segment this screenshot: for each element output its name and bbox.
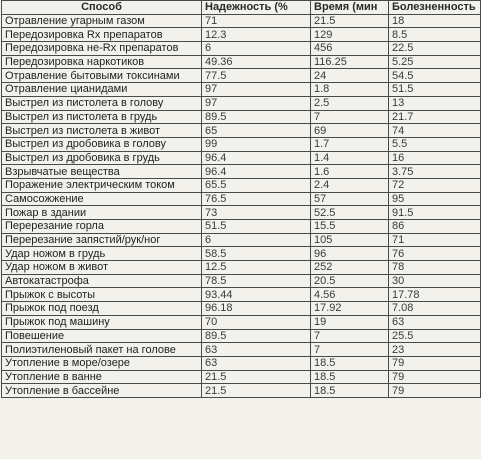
cell-time: 15.5 [311, 220, 389, 234]
cell-pain: 51.5 [389, 83, 481, 97]
suicide-methods-table [1, 0, 481, 398]
cell-pain: 8.5 [389, 28, 481, 42]
cell-reliability: 63 [202, 356, 311, 370]
cell-pain: 86 [389, 220, 481, 234]
cell-reliability: 21.5 [202, 384, 311, 398]
cell-method: Самосожжение [2, 192, 202, 206]
cell-time: 129 [311, 28, 389, 42]
cell-time: 116.25 [311, 55, 389, 69]
cell-time: 18.5 [311, 370, 389, 384]
cell-reliability: 89.5 [202, 110, 311, 124]
cell-reliability: 71 [202, 14, 311, 28]
cell-method: Утопление в море/озере [2, 356, 202, 370]
cell-pain: 3.75 [389, 165, 481, 179]
cell-time: 7 [311, 329, 389, 343]
table-row [2, 302, 481, 316]
cell-method: Передозировка наркотиков [2, 55, 202, 69]
cell-method: Пожар в здании [2, 206, 202, 220]
cell-reliability: 63 [202, 343, 311, 357]
table-row [2, 137, 481, 151]
cell-pain: 13 [389, 96, 481, 110]
cell-method: Отравление цианидами [2, 83, 202, 97]
cell-method: Отравление угарным газом [2, 14, 202, 28]
table-row [2, 192, 481, 206]
table-row [2, 206, 481, 220]
table-row [2, 55, 481, 69]
table-row [2, 261, 481, 275]
cell-reliability: 93.44 [202, 288, 311, 302]
cell-reliability: 97 [202, 83, 311, 97]
cell-time: 20.5 [311, 274, 389, 288]
cell-reliability: 96.4 [202, 165, 311, 179]
cell-reliability: 58.5 [202, 247, 311, 261]
cell-time: 17.92 [311, 302, 389, 316]
cell-reliability: 77.5 [202, 69, 311, 83]
cell-method: Прыжок под машину [2, 315, 202, 329]
table-row [2, 233, 481, 247]
cell-method: Полиэтиленовый пакет на голове [2, 343, 202, 357]
table-row [2, 28, 481, 42]
table-row [2, 42, 481, 56]
cell-method: Утопление в ванне [2, 370, 202, 384]
cell-time: 18.5 [311, 384, 389, 398]
table-row [2, 329, 481, 343]
cell-time: 57 [311, 192, 389, 206]
cell-reliability: 70 [202, 315, 311, 329]
table-row [2, 124, 481, 138]
cell-time: 252 [311, 261, 389, 275]
cell-method: Удар ножом в грудь [2, 247, 202, 261]
cell-reliability: 6 [202, 233, 311, 247]
cell-time: 96 [311, 247, 389, 261]
cell-reliability: 78.5 [202, 274, 311, 288]
cell-reliability: 96.4 [202, 151, 311, 165]
cell-reliability: 99 [202, 137, 311, 151]
cell-time: 4.56 [311, 288, 389, 302]
table-row [2, 83, 481, 97]
table-row [2, 288, 481, 302]
cell-pain: 79 [389, 370, 481, 384]
cell-pain: 7.08 [389, 302, 481, 316]
table-row [2, 14, 481, 28]
column-header-pain: Болезненность [389, 1, 481, 15]
cell-pain: 74 [389, 124, 481, 138]
cell-pain: 5.25 [389, 55, 481, 69]
cell-time: 1.8 [311, 83, 389, 97]
cell-time: 21.5 [311, 14, 389, 28]
cell-reliability: 76.5 [202, 192, 311, 206]
column-header-reliability: Надежность (% [202, 1, 311, 15]
cell-pain: 72 [389, 178, 481, 192]
cell-pain: 18 [389, 14, 481, 28]
table-row [2, 220, 481, 234]
cell-method: Передозировка не-Rx препаратов [2, 42, 202, 56]
cell-method: Выстрел из дробовика в грудь [2, 151, 202, 165]
cell-time: 105 [311, 233, 389, 247]
cell-reliability: 89.5 [202, 329, 311, 343]
cell-reliability: 12.5 [202, 261, 311, 275]
cell-pain: 95 [389, 192, 481, 206]
cell-pain: 78 [389, 261, 481, 275]
cell-time: 7 [311, 110, 389, 124]
table-row [2, 110, 481, 124]
cell-reliability: 21.5 [202, 370, 311, 384]
cell-time: 24 [311, 69, 389, 83]
cell-reliability: 96.18 [202, 302, 311, 316]
cell-pain: 22.5 [389, 42, 481, 56]
table-row [2, 356, 481, 370]
cell-reliability: 73 [202, 206, 311, 220]
cell-time: 1.6 [311, 165, 389, 179]
cell-method: Передозировка Rx препаратов [2, 28, 202, 42]
cell-time: 2.5 [311, 96, 389, 110]
cell-pain: 5.5 [389, 137, 481, 151]
table-row [2, 370, 481, 384]
cell-time: 18.5 [311, 356, 389, 370]
table-row [2, 178, 481, 192]
cell-pain: 21.7 [389, 110, 481, 124]
cell-reliability: 65.5 [202, 178, 311, 192]
cell-pain: 54.5 [389, 69, 481, 83]
cell-method: Перерезание горла [2, 220, 202, 234]
table-row [2, 343, 481, 357]
cell-method: Автокатастрофа [2, 274, 202, 288]
cell-method: Поражение электрическим током [2, 178, 202, 192]
table-row [2, 165, 481, 179]
cell-pain: 30 [389, 274, 481, 288]
cell-reliability: 65 [202, 124, 311, 138]
table-row [2, 96, 481, 110]
cell-reliability: 6 [202, 42, 311, 56]
cell-pain: 23 [389, 343, 481, 357]
cell-pain: 16 [389, 151, 481, 165]
cell-pain: 79 [389, 384, 481, 398]
cell-time: 1.7 [311, 137, 389, 151]
cell-method: Утопление в бассейне [2, 384, 202, 398]
cell-reliability: 49.36 [202, 55, 311, 69]
cell-method: Выстрел из пистолета в голову [2, 96, 202, 110]
cell-method: Взрывчатые вещества [2, 165, 202, 179]
cell-pain: 79 [389, 356, 481, 370]
table-row [2, 247, 481, 261]
column-header-time: Время (мин [311, 1, 389, 15]
cell-pain: 63 [389, 315, 481, 329]
header-row [2, 1, 481, 15]
cell-time: 1.4 [311, 151, 389, 165]
cell-method: Выстрел из пистолета в грудь [2, 110, 202, 124]
cell-method: Повешение [2, 329, 202, 343]
cell-reliability: 12.3 [202, 28, 311, 42]
cell-method: Выстрел из пистолета в живот [2, 124, 202, 138]
cell-time: 7 [311, 343, 389, 357]
cell-method: Удар ножом в живот [2, 261, 202, 275]
cell-time: 19 [311, 315, 389, 329]
cell-pain: 17.78 [389, 288, 481, 302]
cell-pain: 25.5 [389, 329, 481, 343]
table-row [2, 315, 481, 329]
cell-reliability: 51.5 [202, 220, 311, 234]
column-header-method: Способ [2, 1, 202, 15]
cell-time: 456 [311, 42, 389, 56]
cell-time: 52.5 [311, 206, 389, 220]
cell-pain: 71 [389, 233, 481, 247]
cell-method: Прыжок под поезд [2, 302, 202, 316]
cell-method: Перерезание запястий/рук/ног [2, 233, 202, 247]
table-row [2, 384, 481, 398]
cell-pain: 91.5 [389, 206, 481, 220]
table-row [2, 69, 481, 83]
cell-reliability: 97 [202, 96, 311, 110]
cell-time: 69 [311, 124, 389, 138]
cell-time: 2.4 [311, 178, 389, 192]
cell-method: Прыжок с высоты [2, 288, 202, 302]
cell-pain: 76 [389, 247, 481, 261]
table-row [2, 151, 481, 165]
table-row [2, 274, 481, 288]
cell-method: Отравление бытовыми токсинами [2, 69, 202, 83]
cell-method: Выстрел из дробовика в голову [2, 137, 202, 151]
